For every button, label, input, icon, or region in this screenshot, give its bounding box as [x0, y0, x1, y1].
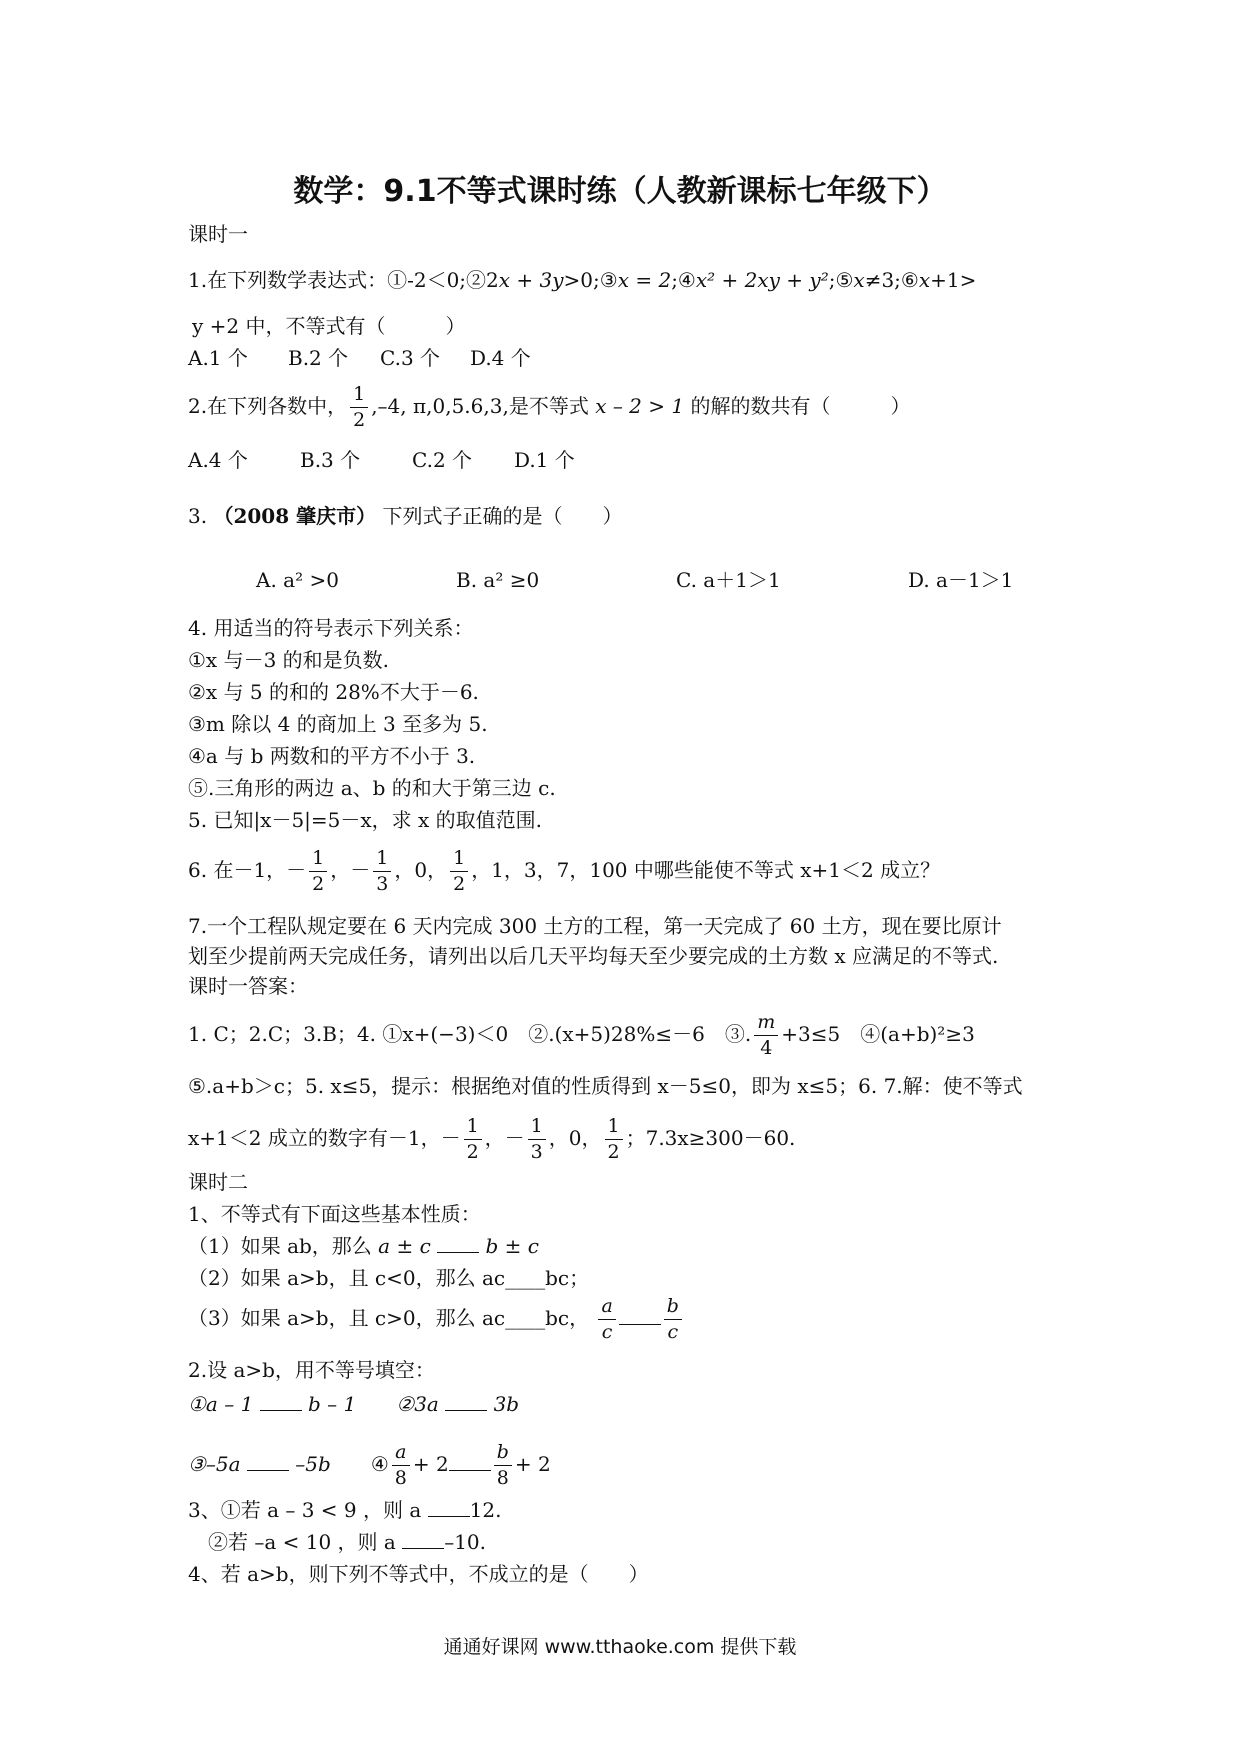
- lesson1-header: 课时一: [188, 222, 248, 246]
- question-1-line1: 1.在下列数学表达式：①-2＜0;②2x + 3y>0;③x = 2;④x² + 2xy + y²;⑤x≠3;⑥x+1>: [188, 268, 977, 292]
- option-d: D.1 个: [514, 448, 575, 472]
- option-a: A.4 个: [188, 448, 248, 472]
- question-4-item: ⑤.三角形的两边 a、b 的和大于第三边 c.: [188, 776, 556, 800]
- property-1: （1）如果 ab，那么 a ± c b ± c: [188, 1234, 539, 1258]
- question-3-options: [256, 566, 1013, 594]
- fraction: $\frac{1}{2}$: [605, 1116, 623, 1163]
- lesson2-question-2-row2: ③–5a –5b ④ $\frac{a}{8}$ + 2 $\frac{b}{8}$ + 2: [188, 1441, 551, 1489]
- lesson2-question-2-row1: ①a – 1 b – 1 ②3a 3b: [188, 1392, 520, 1416]
- question-4-item: ④a 与 b 两数和的平方不小于 3.: [188, 744, 476, 768]
- question-4-stem: 4. 用适当的符号表示下列关系：: [188, 616, 474, 640]
- answer-blank[interactable]: [445, 1392, 487, 1411]
- page-footer: 通通好课网 www.tthaoke.com 提供下载: [443, 1636, 797, 1658]
- question-2-options: [188, 446, 575, 474]
- question-4-item: ②x 与 5 的和的 28%不大于－6.: [188, 680, 479, 704]
- question-5: 5. 已知|x－5|=5－x，求 x 的取值范围.: [188, 808, 543, 832]
- fraction: $\frac{m}{4}$: [754, 1012, 778, 1059]
- lesson2-question-2-stem: 2.设 a>b，用不等号填空：: [188, 1358, 435, 1382]
- answer-blank[interactable]: [260, 1392, 302, 1411]
- property-3: （3）如果 a>b，且 c>0，那么 ac____bc， $\frac{a}{c}$ $\frac{b}{c}$: [188, 1296, 685, 1343]
- answer-blank[interactable]: [428, 1498, 470, 1517]
- option-a: A. a² >0: [256, 568, 339, 592]
- answer-blank[interactable]: [619, 1306, 661, 1325]
- option-d: D.4 个: [470, 346, 531, 370]
- option-a: A.1 个: [188, 346, 248, 370]
- fraction: $\frac{1}{2}$: [464, 1116, 482, 1163]
- fraction: $\frac{1}{3}$: [373, 848, 391, 895]
- fraction: $\frac{1}{2}$: [350, 384, 368, 431]
- answers-header: 课时一答案：: [188, 974, 308, 998]
- question-source: （2008 肇庆市）: [213, 504, 377, 528]
- fraction: $\frac{1}{3}$: [528, 1116, 546, 1163]
- question-3: 3. （2008 肇庆市） 下列式子正确的是（ ）: [188, 504, 623, 528]
- option-c: C.3 个: [380, 346, 441, 370]
- answer-blank[interactable]: [247, 1452, 289, 1471]
- question-2: 2.在下列各数中， $\frac{1}{2}$ ,–4, π,0,5.6,3,是不等式 x – 2 > 1 的解的数共有（ ）: [188, 383, 911, 431]
- question-7-line2: 划至少提前两天完成任务，请列出以后几天平均每天至少要完成的土方数 x 应满足的不等式.: [188, 944, 999, 968]
- option-c: C.2 个: [412, 448, 473, 472]
- lesson2-question-4: 4、若 a>b，则下列不等式中，不成立的是（ ）: [188, 1562, 649, 1586]
- lesson2-question-1-stem: 1、不等式有下面这些基本性质：: [188, 1202, 481, 1226]
- question-1-line2: y +2 中，不等式有（ ）: [192, 314, 466, 338]
- option-b: B.3 个: [300, 448, 361, 472]
- fraction: $\frac{a}{8}$: [392, 1442, 410, 1489]
- question-1-options: [188, 344, 531, 372]
- answers-line1: 1. C；2.C；3.B；4. ①x+(−3)＜0 ②.(x+5)28%≤－6 ③. $\frac{m}{4}$ +3≤5 ④(a+b)²≥3: [188, 1011, 975, 1059]
- page-title: 数学：9.1不等式课时练（人教新课标七年级下）: [293, 174, 947, 209]
- fraction: $\frac{1}{2}$: [309, 848, 327, 895]
- answer-blank[interactable]: [402, 1530, 444, 1549]
- property-2: （2）如果 a>b，且 c<0，那么 ac____bc；: [188, 1266, 590, 1290]
- lesson2-header: 课时二: [188, 1170, 248, 1194]
- question-7-line1: 7.一个工程队规定要在 6 天内完成 300 土方的工程，第一天完成了 60 土方，现在要比原计: [188, 914, 1002, 938]
- fraction: $\frac{a}{c}$: [598, 1296, 615, 1343]
- answer-blank[interactable]: [437, 1234, 479, 1253]
- fraction: $\frac{b}{c}$: [664, 1296, 682, 1343]
- answers-line3: x+1＜2 成立的数字有－1，－ $\frac{1}{2}$ ，－ $\frac{1}{3}$ ，0， $\frac{1}{2}$ ；7.3x≥300－60.: [188, 1115, 796, 1163]
- option-d: D. a－1＞1: [908, 568, 1014, 592]
- lesson2-question-3-line2: ②若 –a < 10 ，则 a –10.: [208, 1530, 487, 1554]
- answer-blank[interactable]: [449, 1452, 491, 1471]
- option-c: C. a＋1＞1: [676, 568, 781, 592]
- fraction: $\frac{1}{2}$: [450, 848, 468, 895]
- option-b: B.2 个: [288, 346, 349, 370]
- question-4-item: ③m 除以 4 的商加上 3 至多为 5.: [188, 712, 488, 736]
- question-4-item: ①x 与－3 的和是负数.: [188, 648, 390, 672]
- question-6: 6. 在－1，－ $\frac{1}{2}$ ，－ $\frac{1}{3}$ ，0， $\frac{1}{2}$ ，1，3，7，100 中哪些能使不等式 x+1＜2 成立？: [188, 847, 941, 895]
- fraction: $\frac{b}{8}$: [494, 1442, 512, 1489]
- answers-line2: ⑤.a+b＞c；5. x≤5，提示：根据绝对值的性质得到 x－5≤0，即为 x≤5；6. 7.解：使不等式: [188, 1074, 1023, 1098]
- lesson2-question-3-line1: 3、①若 a – 3 < 9 ，则 a 12.: [188, 1498, 502, 1522]
- option-b: B. a² ≥0: [456, 568, 540, 592]
